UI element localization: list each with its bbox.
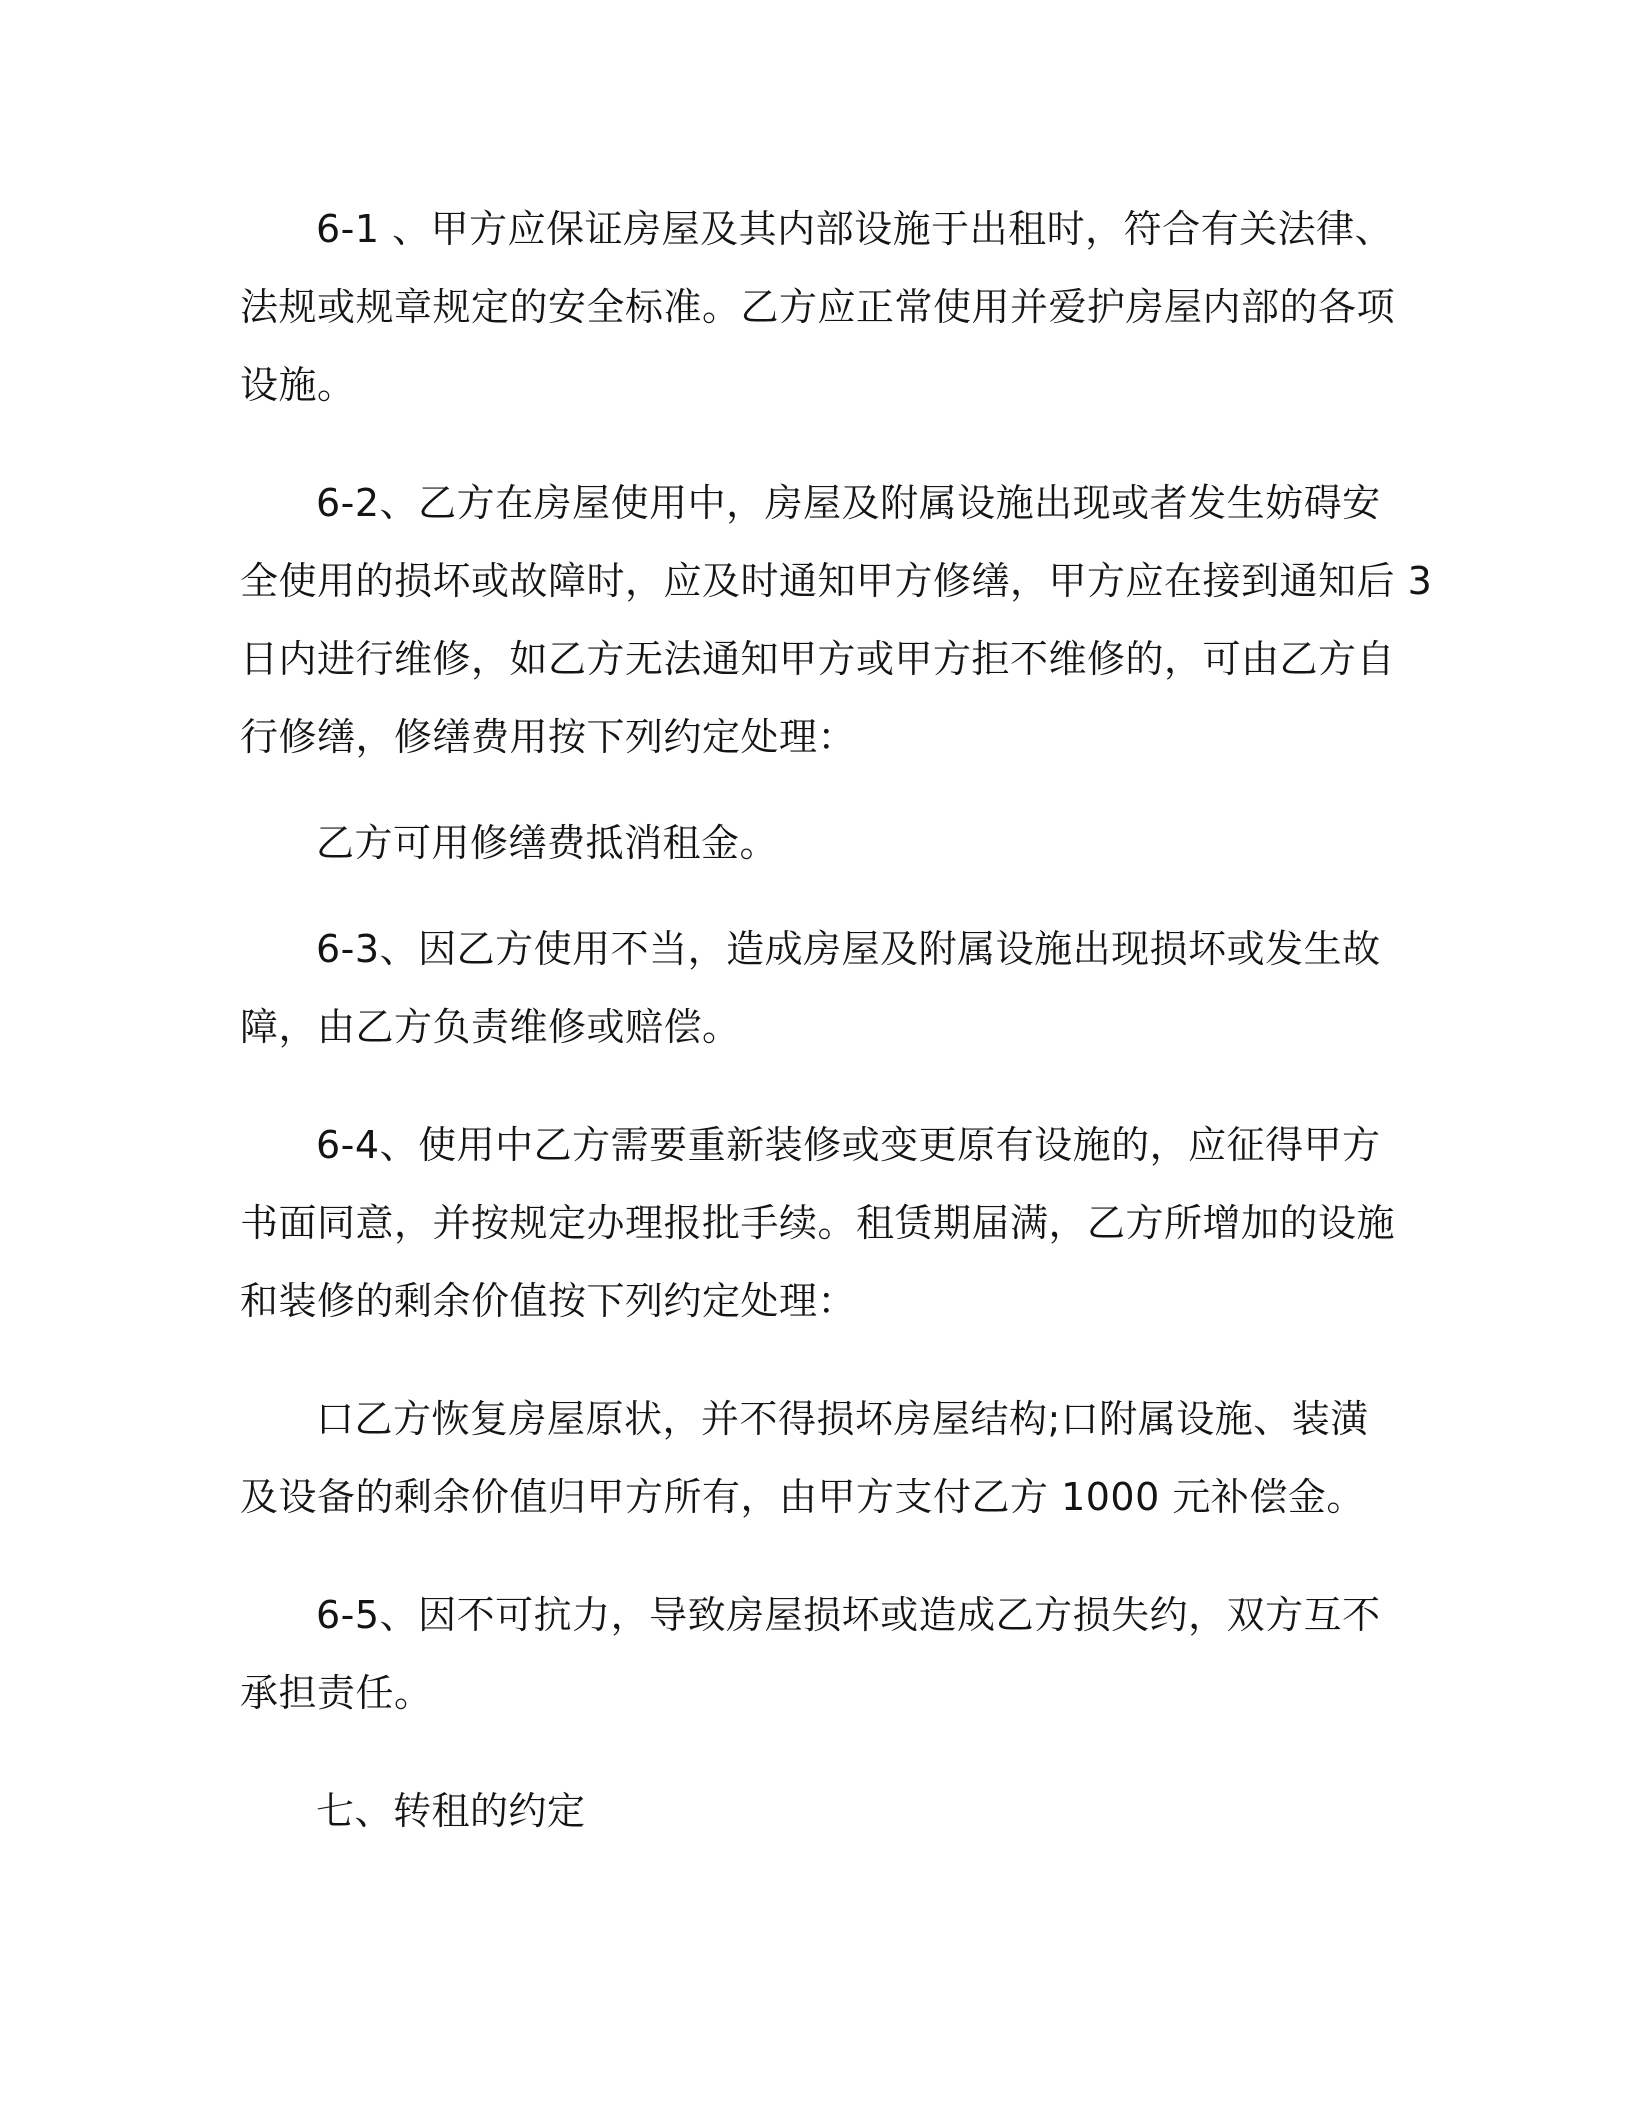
clause-6-2-line-3: 日内进行维修，如乙方无法通知甲方或甲方拒不维修的，可由乙方自 [240, 637, 1396, 681]
clause-6-5 [240, 1576, 1390, 1732]
clause-6-1 [240, 190, 1396, 424]
clause-6-2-note [240, 804, 1390, 882]
clause-6-4-line-1: 6-4、使用中乙方需要重新装修或变更原有设施的，应征得甲方 [316, 1123, 1381, 1167]
clause-6-1-line-2: 法规或规章规定的安全标准。乙方应正常使用并爱护房屋内部的各项 [240, 285, 1396, 329]
clause-6-2-line-2: 全使用的损坏或故障时，应及时通知甲方修缮，甲方应在接到通知后 3 [240, 559, 1433, 603]
clause-6-2-note-line-1: 乙方可用修缮费抵消租金。 [316, 821, 779, 865]
clause-6-2 [240, 464, 1433, 776]
clause-6-5-line-2: 承担责任。 [240, 1671, 433, 1715]
clause-6-4-line-3: 和装修的剩余价值按下列约定处理： [240, 1279, 857, 1323]
section-7-heading-text: 七、转租的约定 [316, 1789, 586, 1833]
clause-6-2-line-1: 6-2、乙方在房屋使用中，房屋及附属设施出现或者发生妨碍安 [316, 481, 1381, 525]
clause-6-5-line-1: 6-5、因不可抗力，导致房屋损坏或造成乙方损失约，双方互不 [316, 1593, 1381, 1637]
clause-6-1-line-3: 设施。 [240, 363, 356, 407]
section-7-heading [240, 1772, 1390, 1850]
clause-6-4 [240, 1106, 1396, 1340]
clause-6-4-line-2: 书面同意，并按规定办理报批手续。租赁期届满，乙方所增加的设施 [240, 1201, 1396, 1245]
clause-6-3-line-1: 6-3、因乙方使用不当，造成房屋及附属设施出现损坏或发生故 [316, 927, 1381, 971]
clause-6-4-options [240, 1380, 1390, 1536]
clause-6-4-options-line-2: 及设备的剩余价值归甲方所有，由甲方支付乙方 1000 元补偿金。 [240, 1475, 1365, 1519]
clause-6-3-line-2: 障，由乙方负责维修或赔偿。 [240, 1005, 741, 1049]
document-page [240, 190, 1433, 1850]
clause-6-4-options-line-1: 口乙方恢复房屋原状，并不得损坏房屋结构;口附属设施、装潢 [316, 1397, 1369, 1441]
clause-6-2-line-4: 行修缮，修缮费用按下列约定处理： [240, 715, 857, 759]
clause-6-3 [240, 910, 1390, 1066]
clause-6-1-line-1: 6-1 、甲方应保证房屋及其内部设施于出租时，符合有关法律、 [316, 207, 1394, 251]
